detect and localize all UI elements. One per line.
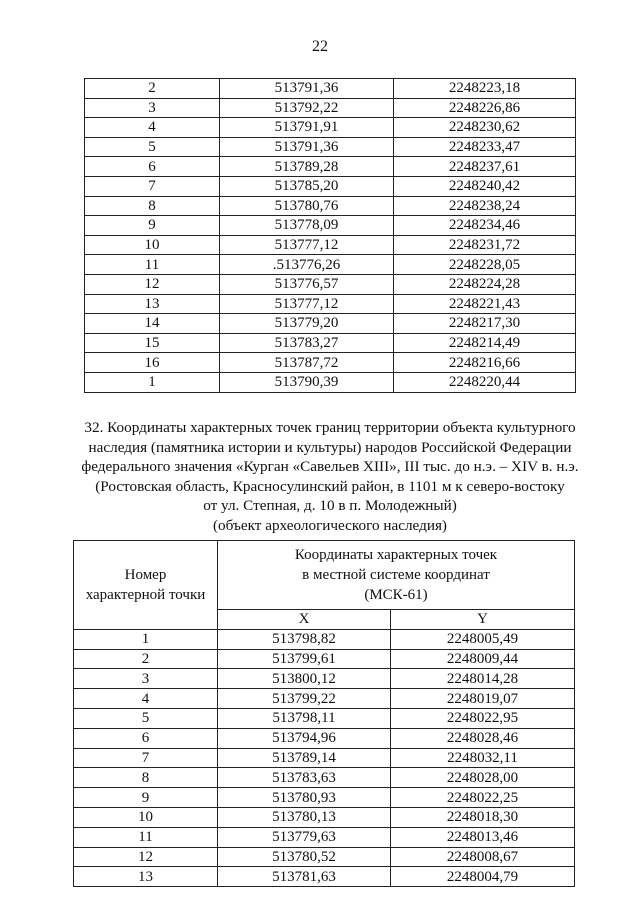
x-coordinate: 513777,12 xyxy=(220,235,394,255)
point-number: 2 xyxy=(85,79,220,99)
point-number: 5 xyxy=(74,708,218,728)
y-coordinate: 2248233,47 xyxy=(394,137,576,157)
point-number: 14 xyxy=(85,314,220,334)
table-row xyxy=(85,98,576,118)
y-coordinate: 2248022,95 xyxy=(391,708,575,728)
header-coordinates xyxy=(218,541,575,610)
y-coordinate: 2248009,44 xyxy=(391,649,575,669)
y-coordinate: 2248216,66 xyxy=(394,353,576,373)
y-coordinate: 2248224,28 xyxy=(394,274,576,294)
y-coordinate: 2248008,67 xyxy=(391,847,575,867)
y-coordinate: 2248018,30 xyxy=(391,807,575,827)
point-number: 3 xyxy=(85,98,220,118)
x-coordinate: 513794,96 xyxy=(218,728,391,748)
y-coordinate: 2248019,07 xyxy=(391,689,575,709)
y-coordinate: 2248005,49 xyxy=(391,629,575,649)
table-row xyxy=(74,728,575,748)
heading-line: 32. Координаты характерных точек границ территории объекта культурного xyxy=(84,419,576,436)
table-row xyxy=(85,216,576,236)
y-coordinate: 2248234,46 xyxy=(394,216,576,236)
point-number: 6 xyxy=(74,728,218,748)
table-row xyxy=(74,708,575,728)
x-coordinate: 513798,11 xyxy=(218,708,391,728)
heading-line: федерального значения «Курган «Савельев XIII», III тыс. до н.э. – XIV в. н.э. xyxy=(81,458,579,476)
y-coordinate: 2248217,30 xyxy=(394,314,576,334)
heading-line: наследия (памятника истории и культуры) народов Российской Федерации xyxy=(88,438,572,456)
point-number: 15 xyxy=(85,333,220,353)
point-number: 9 xyxy=(74,788,218,808)
point-number: 12 xyxy=(85,274,220,294)
x-coordinate: 513789,14 xyxy=(218,748,391,768)
x-coordinate: 513780,93 xyxy=(218,788,391,808)
y-coordinate: 2248022,25 xyxy=(391,788,575,808)
x-coordinate: 513780,13 xyxy=(218,807,391,827)
point-number: 2 xyxy=(74,649,218,669)
y-coordinate: 2248230,62 xyxy=(394,118,576,138)
y-coordinate: 2248220,44 xyxy=(394,372,576,392)
point-number: 8 xyxy=(74,768,218,788)
y-coordinate: 2248238,24 xyxy=(394,196,576,216)
y-coordinate: 2248231,72 xyxy=(394,235,576,255)
point-number: 6 xyxy=(85,157,220,177)
y-coordinate: 2248014,28 xyxy=(391,669,575,689)
table-row xyxy=(74,768,575,788)
point-number: 1 xyxy=(74,629,218,649)
point-number: 1 xyxy=(85,372,220,392)
coordinates-table-continued xyxy=(84,78,576,393)
x-coordinate: 513779,63 xyxy=(218,827,391,847)
x-coordinate: 513800,12 xyxy=(218,669,391,689)
header-x: X xyxy=(218,610,391,630)
point-number: 10 xyxy=(74,807,218,827)
header-text: Координаты характерных точек xyxy=(294,547,498,563)
table-row xyxy=(85,372,576,392)
point-number: 11 xyxy=(85,255,220,275)
x-coordinate: 513799,61 xyxy=(218,649,391,669)
table-row xyxy=(74,748,575,768)
table-row xyxy=(74,629,575,649)
x-coordinate: 513791,36 xyxy=(220,79,394,99)
table-row xyxy=(85,255,576,275)
table-row xyxy=(85,274,576,294)
point-number: 9 xyxy=(85,216,220,236)
table-row xyxy=(85,118,576,138)
table-row xyxy=(85,353,576,373)
y-coordinate: 2248028,00 xyxy=(391,768,575,788)
x-coordinate: 513781,63 xyxy=(218,867,391,887)
point-number: 11 xyxy=(74,827,218,847)
header-text: Номер xyxy=(124,566,167,583)
x-coordinate: 513799,22 xyxy=(218,689,391,709)
table-row xyxy=(74,649,575,669)
point-number: 12 xyxy=(74,847,218,867)
y-coordinate: 2248240,42 xyxy=(394,176,576,196)
table-row xyxy=(74,847,575,867)
heading-line: от ул. Степная, д. 10 в п. Молодежный) xyxy=(203,497,457,515)
coordinates-table-32 xyxy=(73,540,575,887)
x-coordinate: 513792,22 xyxy=(220,98,394,118)
y-coordinate: 2248223,18 xyxy=(394,79,576,99)
x-coordinate: 513790,39 xyxy=(220,372,394,392)
point-number: 10 xyxy=(85,235,220,255)
x-coordinate: 513783,27 xyxy=(220,333,394,353)
point-number: 3 xyxy=(74,669,218,689)
table-row xyxy=(85,79,576,99)
header-point-number xyxy=(74,541,218,630)
table-row xyxy=(85,176,576,196)
x-coordinate: 513787,72 xyxy=(220,353,394,373)
x-coordinate: 513776,57 xyxy=(220,274,394,294)
point-number: 7 xyxy=(74,748,218,768)
point-number: 4 xyxy=(74,689,218,709)
point-number: 13 xyxy=(74,867,218,887)
y-coordinate: 2248004,79 xyxy=(391,867,575,887)
x-coordinate: 513798,82 xyxy=(218,629,391,649)
heading-line: (объект археологического наследия) xyxy=(213,516,447,534)
header-y: Y xyxy=(391,610,575,630)
x-coordinate: 513791,36 xyxy=(220,137,394,157)
table-row xyxy=(74,807,575,827)
y-coordinate: 2248228,05 xyxy=(394,255,576,275)
point-number: 16 xyxy=(85,353,220,373)
y-coordinate: 2248237,61 xyxy=(394,157,576,177)
table-row xyxy=(85,235,576,255)
header-text: (МСК-61) xyxy=(364,587,428,603)
point-number: 13 xyxy=(85,294,220,314)
section-heading xyxy=(60,418,600,536)
header-text: характерной точки xyxy=(85,586,206,603)
y-coordinate: 2248032,11 xyxy=(391,748,575,768)
point-number: 4 xyxy=(85,118,220,138)
x-coordinate: 513780,76 xyxy=(220,196,394,216)
y-coordinate: 2248226,86 xyxy=(394,98,576,118)
y-coordinate: 2248013,46 xyxy=(391,827,575,847)
y-coordinate: 2248214,49 xyxy=(394,333,576,353)
x-coordinate: 513777,12 xyxy=(220,294,394,314)
x-coordinate: 513791,91 xyxy=(220,118,394,138)
table-row xyxy=(85,294,576,314)
header-text: в местной системе координат xyxy=(302,567,490,583)
point-number: 7 xyxy=(85,176,220,196)
table-row xyxy=(85,137,576,157)
point-number: 8 xyxy=(85,196,220,216)
table-row xyxy=(74,867,575,887)
x-coordinate: 513789,28 xyxy=(220,157,394,177)
heading-line: (Ростовская область, Красносулинский район, в 1101 м к северо-востоку xyxy=(95,477,565,495)
table-row xyxy=(85,196,576,216)
table-row xyxy=(85,314,576,334)
x-coordinate: .513776,26 xyxy=(220,255,394,275)
table-row xyxy=(85,157,576,177)
y-coordinate: 2248221,43 xyxy=(394,294,576,314)
x-coordinate: 513785,20 xyxy=(220,176,394,196)
x-coordinate: 513778,09 xyxy=(220,216,394,236)
x-coordinate: 513779,20 xyxy=(220,314,394,334)
table-row xyxy=(74,689,575,709)
table-row xyxy=(74,669,575,689)
y-coordinate: 2248028,46 xyxy=(391,728,575,748)
page-number: 22 xyxy=(312,38,328,55)
x-coordinate: 513780,52 xyxy=(218,847,391,867)
point-number: 5 xyxy=(85,137,220,157)
table-row xyxy=(74,827,575,847)
table-row xyxy=(74,788,575,808)
table-row xyxy=(85,333,576,353)
x-coordinate: 513783,63 xyxy=(218,768,391,788)
